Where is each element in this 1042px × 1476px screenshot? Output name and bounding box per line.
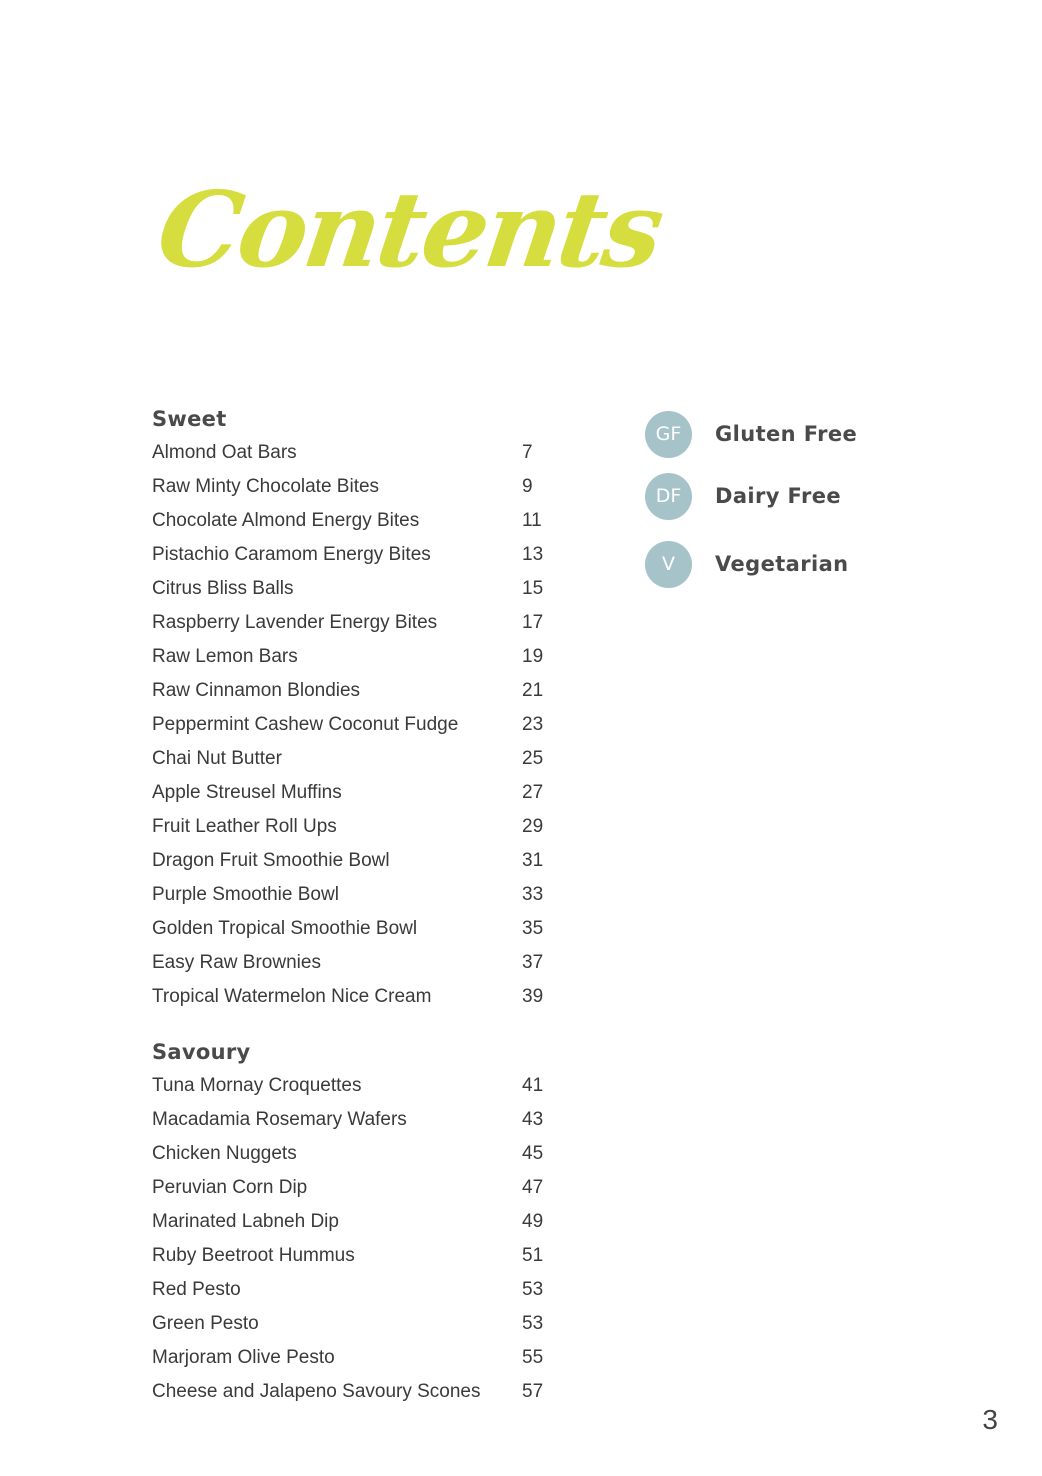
entry-page: 23 xyxy=(522,714,544,735)
toc-entry xyxy=(152,572,552,606)
dairy-free-badge-icon: DF xyxy=(645,473,692,520)
toc-entry xyxy=(152,878,552,912)
entry-name: Raw Lemon Bars xyxy=(152,646,298,667)
toc-entry xyxy=(152,1137,552,1171)
entry-page: 11 xyxy=(522,510,542,531)
toc-section-savoury xyxy=(152,1035,552,1409)
entry-name: Chocolate Almond Energy Bites xyxy=(152,510,420,531)
toc-entry xyxy=(152,708,552,742)
toc-entry xyxy=(152,470,552,504)
toc-entry xyxy=(152,606,552,640)
entry-name: Golden Tropical Smoothie Bowl xyxy=(152,918,418,939)
entry-name: Raw Cinnamon Blondies xyxy=(152,680,361,701)
legend-label: Gluten Free xyxy=(715,422,858,446)
page-title: Contents xyxy=(150,168,669,291)
toc-entry xyxy=(152,1103,552,1137)
toc-entry xyxy=(152,1205,552,1239)
page-number: 3 xyxy=(982,1404,998,1435)
entry-name: Ruby Beetroot Hummus xyxy=(152,1245,355,1266)
dietary-legend xyxy=(645,410,1005,588)
toc-entry xyxy=(152,1273,552,1307)
entry-page: 31 xyxy=(522,850,544,871)
entry-name: Citrus Bliss Balls xyxy=(152,578,294,599)
entry-page: 21 xyxy=(522,680,544,701)
entry-name: Pistachio Caramom Energy Bites xyxy=(152,544,431,565)
entry-page: 33 xyxy=(522,884,544,905)
entry-page: 47 xyxy=(522,1177,544,1198)
toc-section-sweet xyxy=(152,402,552,1014)
entry-page: 53 xyxy=(522,1279,544,1300)
gluten-free-badge-icon: GF xyxy=(645,411,692,458)
entry-page: 51 xyxy=(522,1245,544,1266)
entry-page: 29 xyxy=(522,816,544,837)
entry-name: Tuna Mornay Croquettes xyxy=(152,1075,362,1096)
toc-entry xyxy=(152,980,552,1014)
entry-page: 19 xyxy=(522,646,544,667)
entry-name: Tropical Watermelon Nice Cream xyxy=(152,986,432,1007)
vegetarian-badge-icon: V xyxy=(645,541,692,588)
entry-name: Easy Raw Brownies xyxy=(152,952,321,973)
entry-page: 57 xyxy=(522,1381,544,1402)
entry-page: 17 xyxy=(522,612,544,633)
entry-name: Red Pesto xyxy=(152,1279,241,1300)
toc-entry xyxy=(152,504,552,538)
toc-entry xyxy=(152,810,552,844)
entry-page: 53 xyxy=(522,1313,544,1334)
toc-entry xyxy=(152,742,552,776)
entry-page: 45 xyxy=(522,1143,544,1164)
toc-entry xyxy=(152,1239,552,1273)
entry-page: 55 xyxy=(522,1347,544,1368)
toc-entry xyxy=(152,912,552,946)
toc-entry xyxy=(152,1375,552,1409)
toc-entry xyxy=(152,844,552,878)
toc-entry xyxy=(152,674,552,708)
entry-name: Raspberry Lavender Energy Bites xyxy=(152,612,438,633)
toc-entry xyxy=(152,436,552,470)
entry-name: Peruvian Corn Dip xyxy=(152,1177,308,1198)
toc-entry xyxy=(152,1171,552,1205)
entry-name: Purple Smoothie Bowl xyxy=(152,884,339,905)
entry-name: Green Pesto xyxy=(152,1313,259,1334)
toc-entry xyxy=(152,1069,552,1103)
entry-page: 39 xyxy=(522,986,544,1007)
legend-item-dairy-free xyxy=(645,472,1005,520)
entry-name: Cheese and Jalapeno Savoury Scones xyxy=(152,1381,481,1402)
entry-name: Chicken Nuggets xyxy=(152,1143,297,1164)
entry-page: 35 xyxy=(522,918,544,939)
entry-name: Marjoram Olive Pesto xyxy=(152,1347,335,1368)
entry-name: Chai Nut Butter xyxy=(152,748,282,769)
legend-item-gluten-free xyxy=(645,410,1005,458)
table-of-contents xyxy=(152,402,552,1409)
entry-name: Peppermint Cashew Coconut Fudge xyxy=(152,714,459,735)
entry-name: Raw Minty Chocolate Bites xyxy=(152,476,380,497)
toc-entry xyxy=(152,538,552,572)
entry-name: Apple Streusel Muffins xyxy=(152,782,342,803)
legend-label: Dairy Free xyxy=(715,484,842,508)
entry-name: Dragon Fruit Smoothie Bowl xyxy=(152,850,390,871)
legend-item-vegetarian xyxy=(645,540,1005,588)
entry-name: Marinated Labneh Dip xyxy=(152,1211,339,1232)
section-heading: Sweet xyxy=(152,407,227,431)
entry-page: 37 xyxy=(522,952,544,973)
legend-label: Vegetarian xyxy=(715,552,849,576)
entry-page: 13 xyxy=(522,544,544,565)
toc-entry xyxy=(152,640,552,674)
entry-page: 49 xyxy=(522,1211,544,1232)
entry-name: Macadamia Rosemary Wafers xyxy=(152,1109,407,1130)
toc-entry xyxy=(152,946,552,980)
toc-entry xyxy=(152,776,552,810)
entry-page: 27 xyxy=(522,782,544,803)
entry-name: Fruit Leather Roll Ups xyxy=(152,816,337,837)
entry-name: Almond Oat Bars xyxy=(152,442,297,463)
entry-page: 41 xyxy=(522,1075,544,1096)
section-heading: Savoury xyxy=(152,1040,251,1064)
toc-entry xyxy=(152,1341,552,1375)
entry-page: 7 xyxy=(522,442,533,463)
toc-entry xyxy=(152,1307,552,1341)
entry-page: 43 xyxy=(522,1109,544,1130)
entry-page: 25 xyxy=(522,748,544,769)
entry-page: 9 xyxy=(522,476,533,497)
entry-page: 15 xyxy=(522,578,544,599)
